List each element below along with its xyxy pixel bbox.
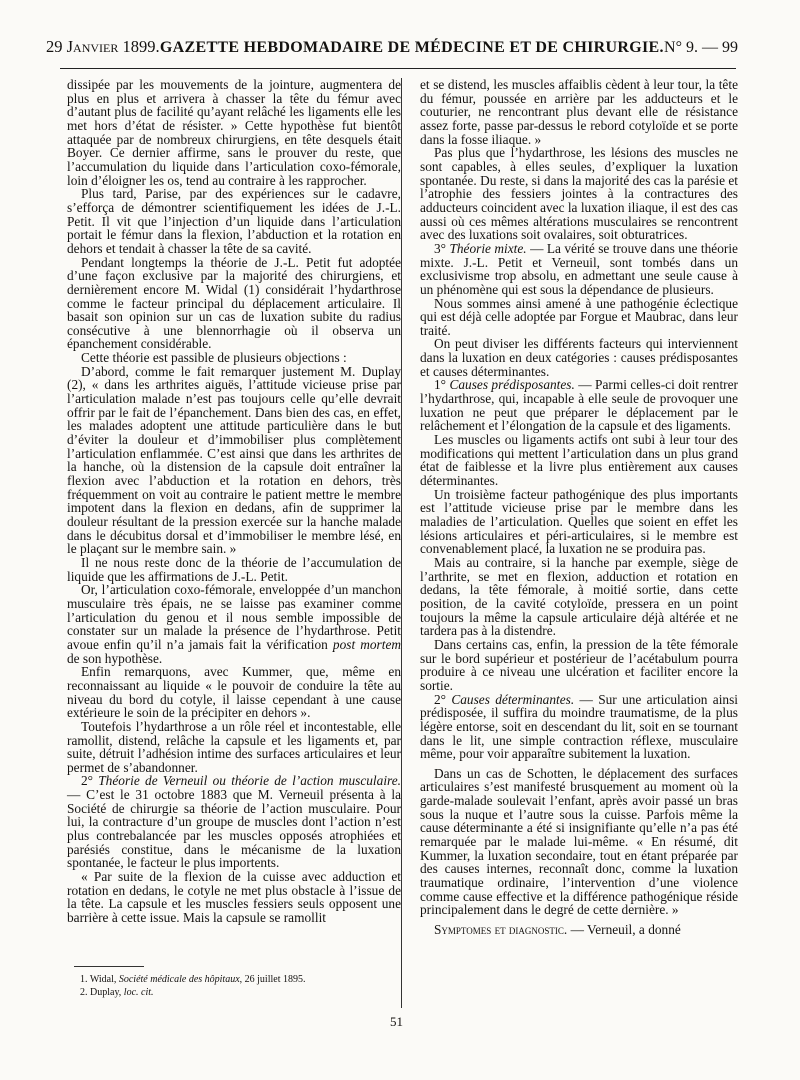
section-title: Théorie mixte. (449, 240, 527, 256)
text: 2° (434, 691, 452, 707)
paragraph: Pendant longtemps la théorie de J.-L. Petit fut adoptée d’une façon exclusive par la majorité des chirurgiens, et dernièrement encore M. Widal (1) considérait l’hydarthrose comme le facteur principal du déplacement articulaire. Il basait son opinion sur un cas de luxation subite du radius consécutive à une blennorrhagie où il observa un épanchement considérable. (67, 254, 401, 352)
paragraph: Les muscles ou ligaments actifs ont subi à leur tour des modifications qui mettent l’articulation dans un plus grand état de faiblesse et la livre plus entièrement aux causes déterminantes. (420, 432, 738, 489)
paragraph: Enfin remarquons, avec Kummer, que, même en reconnaissant au liquide « le pouvoir de conduire la tête au niveau du bord du cotyle, il laisse cependant à une cause extérieure le soin de la précipiter en dehors ». (67, 664, 401, 721)
text: , 26 juillet 1895. (239, 974, 306, 985)
section-title: Causes déterminantes. (451, 691, 575, 707)
text: Or, l’articulation coxo-fémorale, enveloppée d’un manchon musculaire très épais, ne se laisse pas examiner comme l’articulation du genou et il nous semble impossible de constater sur un malade la présence de l’hydarthrose. Petit avoue enfin qu’il n’a jamais fait la vérification (67, 582, 401, 652)
running-header (46, 37, 738, 63)
heading-text: Symptomes et diagnostic. (434, 922, 568, 938)
left-column (67, 78, 401, 925)
text: — Verneuil, a donné (567, 922, 681, 938)
footnotes (80, 973, 400, 999)
paragraph: Dans un cas de Schotten, le déplacement des surfaces articulaires s’est manifesté brusquement au moment où la garde-malade soulevait l’enfant, après avoir passé un bras sous la nuque et l’autre sous la cuisse. Parfois même la cause déterminante a été si insignifiante qu’elle n’a pas été remarquée par le malade lui-même. « En résumé, dit Kummer, la luxation secondaire, tout en étant préparée par des causes internes, reconnaît donc, comme la luxation traumatique ordinaire, l’intervention d’une violence comme cause effective et la différence pathogénique réside principalement dans le degré de cette dernière. » (420, 765, 738, 918)
paragraph: et se distend, les muscles affaiblis cèdent à leur tour, la tête du fémur, poussée en arrière par les adducteurs et le couturier, ne rencontrant plus devant elle de résistance assez forte, passe par-dessus le rebord cotyloïde et se porte dans la fosse iliaque. » (420, 77, 738, 147)
text: 3° (434, 240, 450, 256)
paragraph (67, 774, 401, 870)
text: 1° (434, 377, 450, 393)
section-title: Théorie de Verneuil ou théorie de l’action musculaire. (98, 773, 401, 789)
text: — C’est le 31 octobre 1883 que M. Verneuil présenta à la Société de chirurgie sa théorie de l’action musculaire. Pour lui, la contracture d’un groupe de muscles dont l’action n’est plus contrebalancée par les muscles opposés atrophiées et parésiés constitue, dans le mécanisme de la luxation spontanée, le facteur le plus importents. (67, 787, 401, 871)
paragraph (420, 693, 738, 761)
paragraph (420, 242, 738, 297)
paragraph: On peut diviser les différents facteurs qui interviennent dans la luxation en deux catégories : causes prédisposantes et causes déterminantes. (420, 336, 738, 379)
footnote (80, 973, 400, 986)
text: — La vérité se trouve dans une théorie mixte. J.-L. Petit et Verneuil, sont tombés dans un exclusivisme trop absolu, en admettant une seule cause à un phénomène qui est sous la dépendance de plusieurs. (420, 240, 738, 297)
text: 2. Duplay, (80, 987, 124, 998)
column-divider (401, 78, 402, 1008)
paragraph: D’abord, comme le fait remarquer justement M. Duplay (2), « dans les arthrites aiguës, l’attitude vicieuse prise par l’articulation malade n’est pas toujours celle qu’elle devrait offrir par le fait de l’épanchement. Dans bien des cas, en effet, les malades adoptent une attitude particulière dans le but d’éviter la douleur et d’immobiliser plus complètement l’articulation enflammée. C’est ainsi que dans les arthrites de la hanche, où la distension de la capsule doit entraîner la flexion avec l’abduction et la rotation en dehors, très fréquemment on voit au contraire le patient mettre le membre impotent dans la flexion en dedans, afin de supprimer la douleur résultant de la pression exercée sur la hanche malade dans le décubitus dorsal et d’immobiliser le membre lésé, en le plaçant sur le membre sain. » (67, 363, 401, 557)
text: — Sur une articulation ainsi prédisposée, il suffira du moindre traumatisme, de la plus légère entorse, soit en descendant du lit, soit en se tournant dans le lit, une simple contraction réflexe, musculaire même, pour voir apparaître subitement la luxation. (420, 691, 738, 762)
journal-title: GAZETTE HEBDOMADAIRE DE MÉDECINE ET DE CHIRURGIE. (159, 39, 664, 56)
paragraph (67, 583, 401, 665)
paragraph: Dans certains cas, enfin, la pression de la tête fémorale sur le bord supérieur et postérieur de l’acétabulum pourra produire à ce niveau une ulcération et faciliter encore la sortie. (420, 636, 738, 693)
paragraph: Il ne nous reste donc de la théorie de l’accumulation de liquide que les affirmations de J.-L. Petit. (67, 554, 401, 584)
paragraph: Nous sommes ainsi amené à une pathogénie éclectique qui est déjà celle adoptée par Forgue et Maubrac, dans leur traité. (420, 295, 738, 338)
right-column (420, 78, 738, 937)
paragraph: Un troisième facteur pathogénique des plus importants est l’attitude vicieuse prise par le membre dans les maladies de l’articulation. Quelles que soient en effet les lésions articulaires et péri-articulaires, si le membre est convenablement placé, la luxation ne se produira pas. (420, 486, 738, 557)
paragraph: « Par suite de la flexion de la cuisse avec adduction et rotation en dedans, le cotyle ne met plus obstacle à l’issue de la tête. La capsule et les muscles fessiers seuls opposent une barrière à cette issue. Mais la capsule se ramollit (67, 869, 401, 926)
paragraph: Mais au contraire, si la hanche par exemple, siège de l’arthrite, se met en flexion, adduction et rotation en dedans, la tête fémorale, à moitié sortie, dans cette position, de la cavité cotyloïde, pressera en un point toujours la même la capsule articulaire déjà altérée et ne tardera pas à la distendre. (420, 554, 738, 639)
emphasis: post mortem (332, 636, 401, 652)
header-rule (60, 68, 736, 69)
text: de son hypothèse. (67, 650, 163, 666)
paragraph: dissipée par les mouvements de la jointure, augmentera de plus en plus et arrivera à chasser la tête du fémur avec d’autant plus de facilité qu’ayant relâché les ligaments elle les met hors d’état de résister. » Cette hypothèse fut bientôt attaquée par de nombreux chirurgiens, en tête desquels était Boyer. Ce dernier affirme, sans le prouver du reste, que l’accumulation du liquide dans l’articulation coxo-fémorale, loin d’éloigner les os, tend au contraire à les rapprocher. (67, 77, 401, 188)
text: 1. Widal, (80, 974, 119, 985)
text: — Parmi celles-ci doit rentrer l’hydarthrose, qui, incapable à elle seule de provoquer une luxation ne peut que préparer le déplacement par le relâchement et l’élongation de la capsule et des ligaments. (420, 377, 738, 434)
citation: loc. cit. (123, 987, 154, 998)
issue-date: 29 Janvier 1899. (46, 37, 160, 56)
section-title: Causes prédisposantes. (449, 377, 575, 393)
paragraph: Pas plus que l’hydarthrose, les lésions des muscles ne sont capables, à elles seules, d’expliquer la luxation spontanée. Du reste, si dans la majorité des cas la parésie et l’atrophie des fessiers jointes à la contractures des adducteurs coincident avec la luxation iliaque, il est des cas aussi où ces mêmes altérations musculaires se rencontrent avec des luxations soit ovalaires, soit obturatrices. (420, 145, 738, 243)
paragraph: Cette théorie est passible de plusieurs objections : (81, 350, 347, 366)
page-number: 51 (390, 1014, 403, 1029)
paragraph: Plus tard, Parise, par des expériences sur le cadavre, s’efforça de démontrer scientifiquement les idées de J.-L. Petit. Il vit que l’injection d’un liquide dans l’articulation portait le fémur dans la flexion, l’abduction et la rotation en dehors et tendait à chasser la tête de sa cavité. (67, 186, 401, 256)
paragraph: Toutefois l’hydarthrose a un rôle réel et incontestable, elle ramollit, distend, relâche la capsule et les ligaments et, par suite, détruit l’adhésion intime des surfaces articulaires et leur permet de s’abandonner. (67, 718, 401, 775)
citation: Société médicale des hôpitaux (118, 974, 240, 985)
footnote-rule (74, 966, 144, 967)
text: 2° (81, 773, 99, 789)
section-heading (420, 923, 738, 937)
issue-page-number: N° 9. — 99 (664, 39, 738, 56)
paragraph (420, 378, 738, 433)
footnote (80, 986, 400, 999)
